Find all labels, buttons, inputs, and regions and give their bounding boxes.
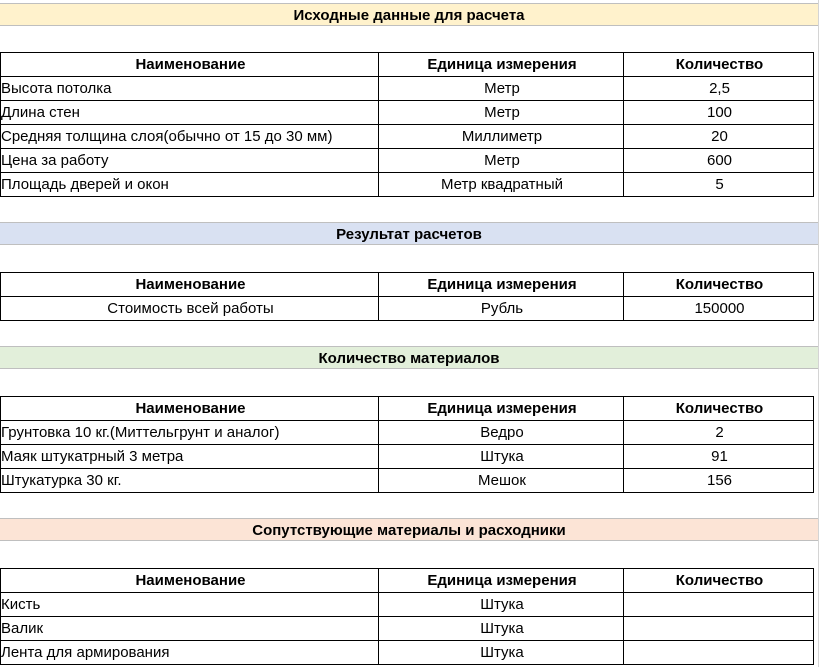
- cell-name[interactable]: Средняя толщина слоя(обычно от 15 до 30 мм): [1, 125, 379, 149]
- header-quantity[interactable]: Количество: [624, 397, 814, 421]
- header-unit[interactable]: Единица измерения: [379, 569, 624, 593]
- supplies-table: [0, 568, 814, 665]
- cell-quantity[interactable]: 2,5: [624, 77, 814, 101]
- cell-name[interactable]: Валик: [1, 617, 379, 641]
- cell-unit[interactable]: Мешок: [379, 469, 624, 493]
- cell-name[interactable]: Кисть: [1, 593, 379, 617]
- table-row: [1, 641, 814, 665]
- table-row: [1, 469, 814, 493]
- table-row: [1, 297, 814, 321]
- header-name[interactable]: Наименование: [1, 397, 379, 421]
- input-table: [0, 52, 814, 197]
- cell-unit[interactable]: Штука: [379, 641, 624, 665]
- materials-section-title[interactable]: Количество материалов: [0, 346, 818, 369]
- table-row: [1, 125, 814, 149]
- table-header-row: [1, 397, 814, 421]
- cell-name[interactable]: Площадь дверей и окон: [1, 173, 379, 197]
- cell-quantity[interactable]: [624, 641, 814, 665]
- cell-name[interactable]: Штукатурка 30 кг.: [1, 469, 379, 493]
- materials-table: [0, 396, 814, 493]
- cell-unit[interactable]: Ведро: [379, 421, 624, 445]
- header-unit[interactable]: Единица измерения: [379, 53, 624, 77]
- cell-quantity[interactable]: 100: [624, 101, 814, 125]
- cell-unit[interactable]: Рубль: [379, 297, 624, 321]
- header-quantity[interactable]: Количество: [624, 53, 814, 77]
- cell-name[interactable]: Лента для армирования: [1, 641, 379, 665]
- table-row: [1, 149, 814, 173]
- cell-quantity[interactable]: 156: [624, 469, 814, 493]
- cell-unit[interactable]: Метр: [379, 77, 624, 101]
- cell-quantity[interactable]: [624, 593, 814, 617]
- result-section-title[interactable]: Результат расчетов: [0, 222, 818, 245]
- result-table: [0, 272, 814, 321]
- table-row: [1, 445, 814, 469]
- header-name[interactable]: Наименование: [1, 569, 379, 593]
- supplies-section-title[interactable]: Сопутствующие материалы и расходники: [0, 518, 818, 541]
- header-quantity[interactable]: Количество: [624, 273, 814, 297]
- cell-name[interactable]: Грунтовка 10 кг.(Миттельгрунт и аналог): [1, 421, 379, 445]
- column-divider: [818, 0, 819, 667]
- cell-quantity[interactable]: 5: [624, 173, 814, 197]
- cell-unit[interactable]: Штука: [379, 445, 624, 469]
- cell-quantity[interactable]: 150000: [624, 297, 814, 321]
- cell-quantity[interactable]: 20: [624, 125, 814, 149]
- table-row: [1, 101, 814, 125]
- cell-unit[interactable]: Метр: [379, 149, 624, 173]
- header-unit[interactable]: Единица измерения: [379, 397, 624, 421]
- cell-quantity[interactable]: [624, 617, 814, 641]
- cell-unit[interactable]: Миллиметр: [379, 125, 624, 149]
- input-section-title[interactable]: Исходные данные для расчета: [0, 3, 818, 26]
- cell-name[interactable]: Высота потолка: [1, 77, 379, 101]
- cell-unit[interactable]: Штука: [379, 617, 624, 641]
- cell-unit[interactable]: Метр: [379, 101, 624, 125]
- table-header-row: [1, 569, 814, 593]
- cell-name[interactable]: Цена за работу: [1, 149, 379, 173]
- cell-name[interactable]: Длина стен: [1, 101, 379, 125]
- header-name[interactable]: Наименование: [1, 53, 379, 77]
- cell-unit[interactable]: Метр квадратный: [379, 173, 624, 197]
- cell-quantity[interactable]: 600: [624, 149, 814, 173]
- table-header-row: [1, 53, 814, 77]
- table-row: [1, 421, 814, 445]
- cell-name[interactable]: Стоимость всей работы: [1, 297, 379, 321]
- cell-quantity[interactable]: 91: [624, 445, 814, 469]
- header-name[interactable]: Наименование: [1, 273, 379, 297]
- cell-quantity[interactable]: 2: [624, 421, 814, 445]
- header-quantity[interactable]: Количество: [624, 569, 814, 593]
- table-row: [1, 77, 814, 101]
- cell-unit[interactable]: Штука: [379, 593, 624, 617]
- table-row: [1, 173, 814, 197]
- table-row: [1, 617, 814, 641]
- table-header-row: [1, 273, 814, 297]
- cell-name[interactable]: Маяк штукатрный 3 метра: [1, 445, 379, 469]
- header-unit[interactable]: Единица измерения: [379, 273, 624, 297]
- table-row: [1, 593, 814, 617]
